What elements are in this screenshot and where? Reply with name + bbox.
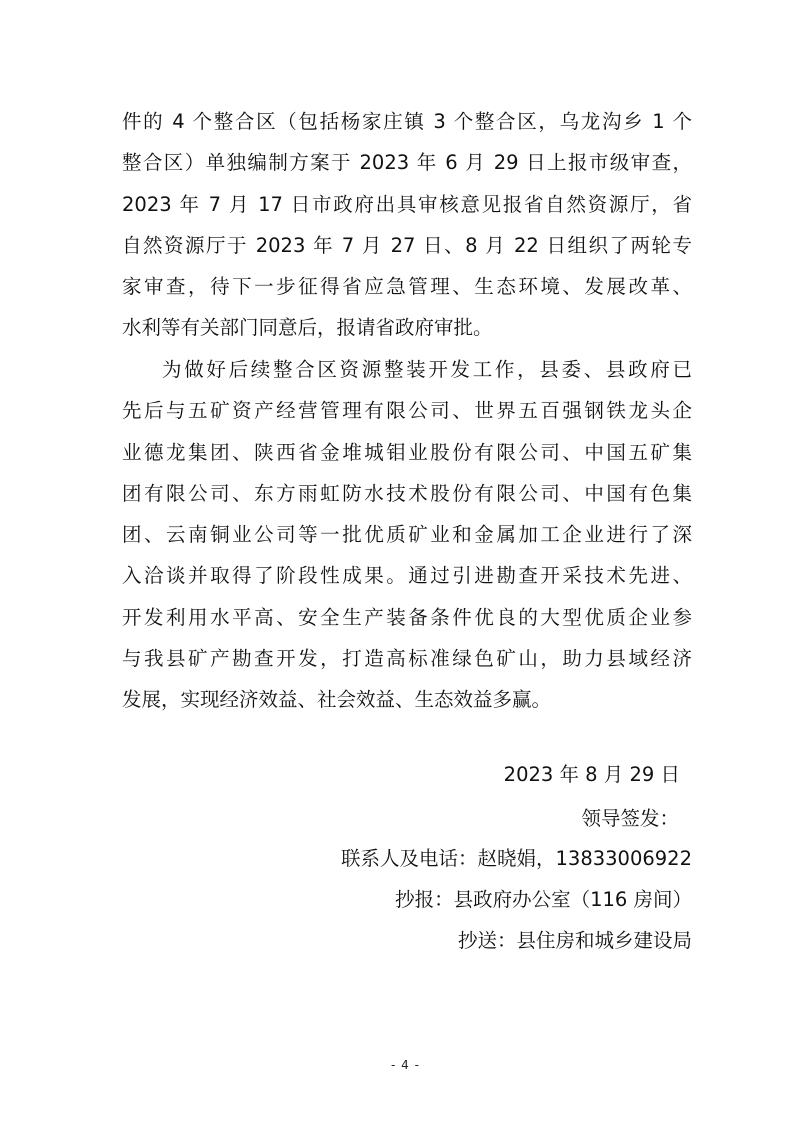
text-line: 水利等有关部门同意后，报请省政府审批。 bbox=[122, 316, 493, 340]
page-number: - 4 - bbox=[391, 1058, 420, 1072]
text-line: 家审查，待下一步征得省应急管理、生态环境、发展改革、 bbox=[122, 275, 692, 299]
text-line: 业德龙集团、陕西省金堆城钼业股份有限公司、中国五矿集 bbox=[122, 440, 692, 464]
text-line: 团有限公司、东方雨虹防水技术股份有限公司、中国有色集 bbox=[122, 481, 692, 505]
report-to: 抄报：县政府办公室（116 房间） bbox=[395, 888, 692, 911]
text-line: 自然资源厅于 2023 年 7 月 27 日、8 月 22 日组织了两轮专 bbox=[122, 233, 692, 257]
text-line: 先后与五矿资产经营管理有限公司、世界五百强钢铁龙头企 bbox=[122, 399, 692, 423]
paragraph-2 bbox=[122, 349, 692, 721]
text-line: 为做好后续整合区资源整装开发工作，县委、县政府已 bbox=[162, 358, 692, 381]
text-line: 与我县矿产勘查开发，打造高标准绿色矿山，助力县域经济 bbox=[122, 647, 692, 671]
text-line: 开发利用水平高、安全生产装备条件优良的大型优质企业参 bbox=[122, 605, 692, 629]
document-date: 2023 年 8 月 29 日 bbox=[503, 763, 680, 786]
contact-info: 联系人及电话：赵晓娟，13833006922 bbox=[341, 847, 692, 870]
paragraph-1 bbox=[122, 101, 692, 349]
text-line: 整合区）单独编制方案于 2023 年 6 月 29 日上报市级审查， bbox=[122, 151, 692, 175]
text-line: 团、云南铜业公司等一批优质矿业和金属加工企业进行了深 bbox=[122, 523, 692, 547]
text-line: 件的 4 个整合区（包括杨家庄镇 3 个整合区，乌龙沟乡 1 个 bbox=[122, 110, 692, 133]
text-line: 2023 年 7 月 17 日市政府出具审核意见报省自然资源厅，省 bbox=[122, 192, 692, 216]
leader-sign-label: 领导签发： bbox=[581, 807, 679, 830]
text-line: 发展，实现经济效益、社会效益、生态效益多赢。 bbox=[122, 688, 552, 712]
text-line: 入洽谈并取得了阶段性成果。通过引进勘查开采技术先进、 bbox=[122, 564, 692, 588]
send-to: 抄送：县住房和城乡建设局 bbox=[457, 929, 692, 952]
